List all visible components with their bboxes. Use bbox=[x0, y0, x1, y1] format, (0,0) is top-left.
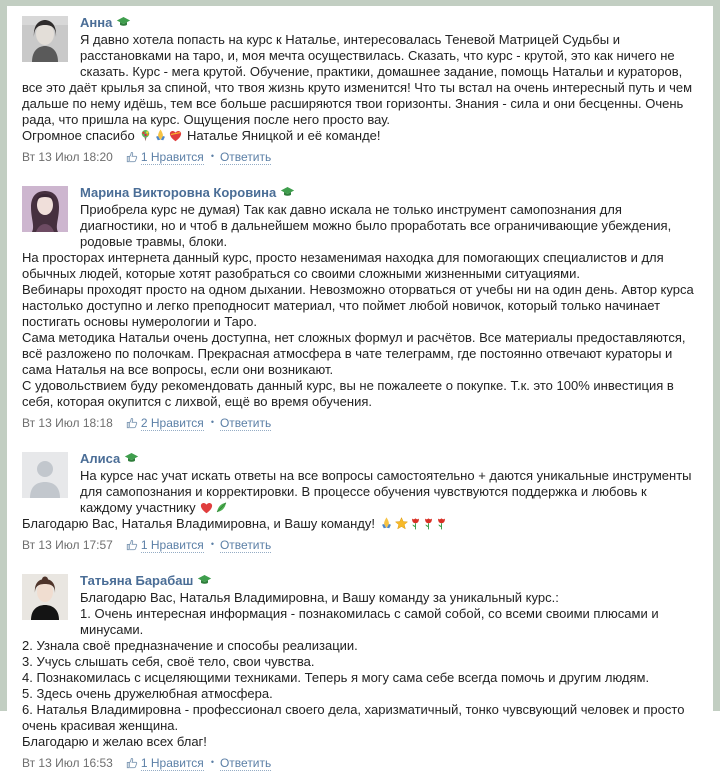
like-count-label: 1 Нравится bbox=[140, 756, 204, 770]
comment-date: Вт 13 Июл 16:53 bbox=[22, 756, 113, 770]
author-row bbox=[22, 184, 699, 201]
like-count-label: 1 Нравится bbox=[140, 150, 204, 164]
tulip-icon bbox=[436, 516, 447, 532]
red-heart-icon bbox=[200, 500, 213, 516]
comment-date: Вт 13 Июл 18:20 bbox=[22, 150, 113, 164]
thumb-up-icon bbox=[126, 150, 138, 165]
reply-button[interactable]: Ответить bbox=[219, 416, 272, 430]
comment bbox=[14, 566, 707, 775]
user-avatar[interactable] bbox=[22, 16, 68, 62]
comment-text: На курсе нас учат искать ответы на все вопросы самостоятельно + даются уникальные инструменты для самопознания и корректировки. В процессе обучения чувствуются поддержка и любовь к каждому участнику Благодарю Вас, Наталья Владимировна, и Вашу команду! bbox=[22, 468, 692, 531]
comment-footer bbox=[22, 415, 699, 431]
user-avatar[interactable] bbox=[22, 452, 68, 498]
heart-ribbon-icon bbox=[169, 128, 182, 144]
thumb-up-icon bbox=[126, 416, 138, 431]
thumb-up-icon bbox=[126, 538, 138, 553]
tulip-icon bbox=[410, 516, 421, 532]
folded-hands-icon bbox=[380, 516, 393, 532]
author-name[interactable]: Марина Викторовна Коровина bbox=[80, 185, 277, 200]
separator-dot: • bbox=[210, 151, 214, 161]
separator-dot: • bbox=[210, 757, 214, 767]
herb-icon bbox=[215, 500, 228, 516]
like-button[interactable] bbox=[126, 538, 204, 552]
graduation-cap-icon bbox=[116, 14, 131, 31]
like-button[interactable] bbox=[126, 150, 204, 164]
bouquet-icon bbox=[139, 128, 152, 144]
like-count-label: 1 Нравится bbox=[140, 538, 204, 552]
user-avatar[interactable] bbox=[22, 186, 68, 232]
comment-footer bbox=[22, 755, 699, 771]
user-avatar[interactable] bbox=[22, 574, 68, 620]
tulip-icon bbox=[423, 516, 434, 532]
like-button[interactable] bbox=[126, 756, 204, 770]
author-row bbox=[22, 450, 699, 467]
comment-footer bbox=[22, 149, 699, 165]
graduation-cap-icon bbox=[280, 184, 295, 201]
comment-text: Благодарю Вас, Наталья Владимировна, и Вашу команду за уникальный курс.: 1. Очень интересная информация - познакомилась с самой собой, со всеми своими плюсами и минусами. 2. Узнала своё предназначение и способы реализации. 3. Учусь слышать себя, своё тело, свои чувства. 4. Познакомилась с исцеляющими техниками. Теперь я могу сама себе всегда помочь и другим людям. 5. Здесь очень дружелюбная атмосфера. 6. Наталья Владимировна - профессионал своего дела, харизматичный, тонко чувсвующий человек и просто очень красивая женщина. Благодарю и желаю всех благ! bbox=[22, 590, 685, 749]
graduation-cap-icon bbox=[124, 450, 139, 467]
comment-date: Вт 13 Июл 17:57 bbox=[22, 538, 113, 552]
comment bbox=[14, 8, 707, 169]
graduation-cap-icon bbox=[197, 572, 212, 589]
thumb-up-icon bbox=[126, 756, 138, 771]
comment-footer bbox=[22, 537, 699, 553]
separator-dot: • bbox=[210, 417, 214, 427]
separator-dot: • bbox=[210, 539, 214, 549]
comment-date: Вт 13 Июл 18:18 bbox=[22, 416, 113, 430]
reply-button[interactable]: Ответить bbox=[219, 756, 272, 770]
comment-text: Я давно хотела попасть на курс к Наталье, интересовалась Теневой Матрицей Судьбы и расстановками на таро, и, моя мечта осуществилась. Сказать, что курс - крутой, это как ничего не сказать. Курс - мега крутой. Обучение, практики, домашнее задание, помощь Натальи и кураторов, все это даёт крылья за спиной, что твоя жизнь круто изменится! Что ты встал на очень интересный путь и чем дальше по нему идёшь, тем все больше расширяются твои горизонты. Знания - сила и они бесценны. Очень рада, что пришла на курс. Ощущения после него просто вау. Огромное спасибо Наталье Яницкой и её команде! bbox=[22, 32, 693, 143]
comment bbox=[14, 178, 707, 435]
comment bbox=[14, 444, 707, 557]
folded-hands-icon bbox=[154, 128, 167, 144]
author-row bbox=[22, 572, 699, 589]
reply-button[interactable]: Ответить bbox=[219, 150, 272, 164]
comments-list bbox=[14, 8, 707, 775]
author-name[interactable]: Анна bbox=[80, 15, 113, 30]
reply-button[interactable]: Ответить bbox=[219, 538, 272, 552]
author-row bbox=[22, 14, 699, 31]
like-count-label: 2 Нравится bbox=[140, 416, 204, 430]
author-name[interactable]: Алиса bbox=[80, 451, 121, 466]
star-icon bbox=[395, 516, 408, 532]
author-name[interactable]: Татьяна Барабаш bbox=[80, 573, 194, 588]
comment-text: Приобрела курс не думая) Так как давно искала не только инструмент самопознания для диагностики, но и чтоб в дальнейшем можно было проработать все ограничивающие убеждения, родовые травмы, блоки. На просторах интернета данный курс, просто незаменимая находка для помогающих специалистов и для обычных людей, которые хотят разобраться со своими сложными жизненными ситуациями. Вебинары проходят просто на одном дыхании. Невозможно оторваться от учебы ни на один день. Автор курса настолько доступно и легко преподносит материал, что поймет любой новичок, который только начинает постигать основы нумерологии и Таро. Сама методика Натальи очень доступна, нет сложных формул и расчётов. Все материалы предоставляются, всё разложено по полочкам. Прекрасная атмосфера в чате телеграмм, где постоянно отвечают кураторы и сама Наталья на все вопросы, если они возникают. С удовольствием буду рекомендовать данный курс, вы не пожалеете о покупке. Т.к. это 100% инвестиция в себя, которая окупится с лихвой, ещё во время обучения. bbox=[22, 202, 694, 409]
like-button[interactable] bbox=[126, 416, 204, 430]
